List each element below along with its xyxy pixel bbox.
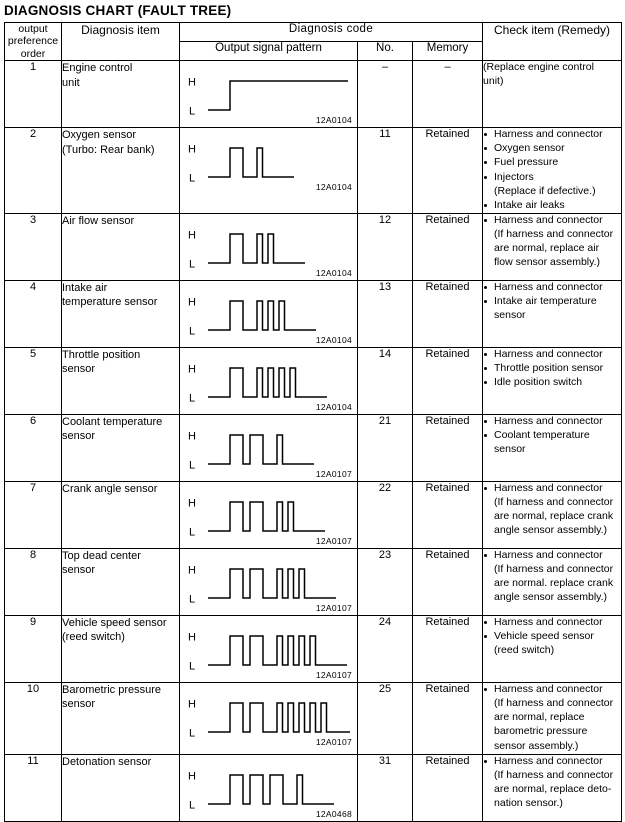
cell-diagnosis-code-no: 13 bbox=[358, 280, 413, 347]
cell-diagnosis-item bbox=[62, 414, 180, 481]
cell-memory: Retained bbox=[413, 347, 483, 414]
remedy-list-item: Throttle position sensor bbox=[483, 362, 621, 376]
table-row bbox=[5, 414, 622, 481]
remedy-continuation-line: flow sensor assembly.) bbox=[494, 256, 601, 269]
cell-output-signal-pattern bbox=[180, 682, 358, 754]
cell-check-item-remedy bbox=[483, 754, 622, 821]
cell-output-preference-order: 8 bbox=[5, 548, 62, 615]
signal-waveform bbox=[180, 61, 357, 127]
cell-check-item-remedy bbox=[483, 682, 622, 754]
remedy-list-item: Harness and connector bbox=[483, 128, 621, 142]
svg-text:H: H bbox=[188, 497, 196, 510]
svg-text:L: L bbox=[188, 593, 196, 606]
cell-memory: Retained bbox=[413, 481, 483, 548]
cell-output-signal-pattern bbox=[180, 128, 358, 214]
svg-text:H: H bbox=[188, 631, 196, 644]
header-diagnosis-code: Diagnosis code bbox=[180, 23, 483, 42]
cell-output-signal-pattern bbox=[180, 615, 358, 682]
cell-memory: Retained bbox=[413, 280, 483, 347]
remedy-list-item: Injectors bbox=[483, 171, 621, 185]
diagnosis-item-line: Crank angle sensor bbox=[62, 482, 158, 495]
diagnosis-item-line: Air flow sensor bbox=[62, 214, 135, 227]
cell-output-preference-order: 11 bbox=[5, 754, 62, 821]
cell-memory: Retained bbox=[413, 414, 483, 481]
remedy-line: unit) bbox=[483, 74, 504, 87]
diagnosis-item-line: Intake air bbox=[62, 281, 108, 294]
cell-diagnosis-code-no: 14 bbox=[358, 347, 413, 414]
svg-text:L: L bbox=[188, 799, 196, 812]
table-row bbox=[5, 61, 622, 128]
cell-diagnosis-code-no: 21 bbox=[358, 414, 413, 481]
svg-text:H: H bbox=[188, 143, 196, 156]
svg-text:L: L bbox=[188, 526, 196, 539]
signal-waveform bbox=[180, 128, 357, 194]
figure-id-label: 12A0107 bbox=[315, 535, 352, 546]
diagnosis-item-line: temperature sensor bbox=[62, 296, 158, 309]
diagnosis-item-line: unit bbox=[62, 76, 80, 89]
cell-check-item-remedy bbox=[483, 280, 622, 347]
cell-diagnosis-item bbox=[62, 481, 180, 548]
header-diagnosis-item: Diagnosis item bbox=[62, 23, 180, 61]
diagnosis-item-line: Barometric pressure bbox=[62, 683, 162, 696]
remedy-continuation-line: (Replace if defective.) bbox=[494, 184, 596, 197]
diagnosis-item-line: Vehicle speed sensor bbox=[62, 616, 167, 629]
figure-id-label: 12A0107 bbox=[315, 736, 352, 747]
cell-diagnosis-code-no: 12 bbox=[358, 213, 413, 280]
cell-check-item-remedy bbox=[483, 213, 622, 280]
diagnosis-item-line: Oxygen sensor bbox=[62, 129, 136, 142]
svg-text:L: L bbox=[188, 105, 196, 118]
table-row bbox=[5, 615, 622, 682]
figure-id-label: 12A0104 bbox=[315, 182, 352, 193]
cell-check-item-remedy bbox=[483, 128, 622, 214]
diagnosis-item-line: sensor bbox=[62, 363, 96, 376]
diagnosis-item-line: Coolant temperature bbox=[62, 415, 163, 428]
remedy-list-item: Harness and connector bbox=[483, 683, 621, 697]
remedy-continuation-line: angle sensor assembly.) bbox=[494, 591, 608, 604]
cell-diagnosis-item bbox=[62, 548, 180, 615]
page-title: DIAGNOSIS CHART (FAULT TREE) bbox=[4, 3, 232, 18]
remedy-continuation-line: (If harness and connector bbox=[494, 496, 614, 509]
figure-id-label: 12A0107 bbox=[315, 602, 352, 613]
remedy-continuation-line: (If harness and connector bbox=[494, 563, 614, 576]
svg-text:H: H bbox=[188, 76, 196, 89]
cell-output-preference-order: 4 bbox=[5, 280, 62, 347]
remedy-continuation-line: are normal, replace bbox=[494, 711, 585, 724]
header-output-preference-order bbox=[5, 23, 62, 61]
remedy-continuation-line: nation sensor.) bbox=[494, 797, 563, 810]
svg-text:L: L bbox=[188, 172, 196, 185]
cell-output-preference-order: 9 bbox=[5, 615, 62, 682]
cell-output-signal-pattern bbox=[180, 213, 358, 280]
cell-output-preference-order: 2 bbox=[5, 128, 62, 214]
cell-diagnosis-item bbox=[62, 615, 180, 682]
remedy-list-item: Harness and connector bbox=[483, 549, 621, 563]
table-row bbox=[5, 754, 622, 821]
remedy-continuation-line: are normal, replace deto- bbox=[494, 782, 612, 795]
cell-output-signal-pattern bbox=[180, 414, 358, 481]
svg-text:H: H bbox=[188, 698, 196, 711]
signal-waveform bbox=[180, 683, 357, 749]
remedy-line: (Replace engine control bbox=[483, 61, 594, 74]
remedy-list bbox=[483, 549, 621, 605]
cell-output-signal-pattern bbox=[180, 754, 358, 821]
header-output-signal-pattern: Output signal pattern bbox=[180, 42, 358, 61]
cell-output-preference-order: 6 bbox=[5, 414, 62, 481]
remedy-list bbox=[483, 214, 621, 270]
signal-waveform bbox=[180, 755, 357, 821]
remedy-continuation-line: are normal. replace crank bbox=[494, 577, 614, 590]
remedy-continuation-line: angle sensor assembly.) bbox=[494, 524, 608, 537]
svg-text:L: L bbox=[188, 392, 196, 405]
remedy-list-item: Intake air temperature bbox=[483, 295, 621, 309]
header-memory: Memory bbox=[413, 42, 483, 61]
svg-text:H: H bbox=[188, 296, 196, 309]
diagnosis-item-line: (Turbo: Rear bank) bbox=[62, 143, 155, 156]
remedy-continuation-line: barometric pressure bbox=[494, 725, 588, 738]
diagnosis-item-line: Detonation sensor bbox=[62, 755, 152, 768]
remedy-continuation-line: (If harness and connector bbox=[494, 768, 614, 781]
cell-output-signal-pattern bbox=[180, 61, 358, 128]
cell-memory: Retained bbox=[413, 615, 483, 682]
signal-waveform bbox=[180, 348, 357, 414]
remedy-continuation-line: (If harness and connector bbox=[494, 697, 614, 710]
cell-diagnosis-item bbox=[62, 128, 180, 214]
header-order-line2: preference bbox=[7, 35, 59, 48]
cell-diagnosis-item bbox=[62, 754, 180, 821]
figure-id-label: 12A0104 bbox=[315, 115, 352, 126]
cell-output-preference-order: 5 bbox=[5, 347, 62, 414]
svg-text:H: H bbox=[188, 564, 196, 577]
cell-check-item-remedy bbox=[483, 414, 622, 481]
remedy-list-item: Coolant temperature bbox=[483, 429, 621, 443]
remedy-list bbox=[483, 482, 621, 538]
cell-output-signal-pattern bbox=[180, 548, 358, 615]
remedy-list bbox=[483, 616, 621, 658]
cell-diagnosis-code-no: – bbox=[358, 61, 413, 128]
remedy-continuation-line: are normal, replace air bbox=[494, 242, 600, 255]
table-row bbox=[5, 347, 622, 414]
signal-waveform bbox=[180, 616, 357, 682]
svg-text:L: L bbox=[188, 660, 196, 673]
remedy-list-item: Harness and connector bbox=[483, 281, 621, 295]
figure-id-label: 12A0104 bbox=[315, 267, 352, 278]
remedy-list-item: Idle position switch bbox=[483, 376, 621, 390]
remedy-continuation-line: (reed switch) bbox=[494, 644, 555, 657]
table-row bbox=[5, 481, 622, 548]
remedy-list bbox=[483, 348, 621, 390]
cell-diagnosis-code-no: 23 bbox=[358, 548, 413, 615]
table-row bbox=[5, 213, 622, 280]
remedy-list-item: Harness and connector bbox=[483, 415, 621, 429]
cell-check-item-remedy bbox=[483, 615, 622, 682]
remedy-list-item: Harness and connector bbox=[483, 214, 621, 228]
signal-waveform bbox=[180, 281, 357, 347]
cell-output-signal-pattern bbox=[180, 481, 358, 548]
header-no: No. bbox=[358, 42, 413, 61]
remedy-list-item: Harness and connector bbox=[483, 348, 621, 362]
cell-memory: Retained bbox=[413, 682, 483, 754]
remedy-list-item: Fuel pressure bbox=[483, 156, 621, 170]
diagnosis-item-line: sensor bbox=[62, 430, 96, 443]
figure-id-label: 12A0107 bbox=[315, 468, 352, 479]
svg-text:H: H bbox=[188, 430, 196, 443]
diagnosis-item-line: Throttle position bbox=[62, 348, 141, 361]
cell-output-preference-order: 1 bbox=[5, 61, 62, 128]
remedy-list-item: Harness and connector bbox=[483, 616, 621, 630]
svg-text:L: L bbox=[188, 727, 196, 740]
svg-text:L: L bbox=[188, 459, 196, 472]
svg-text:H: H bbox=[188, 770, 196, 783]
cell-diagnosis-item bbox=[62, 347, 180, 414]
cell-diagnosis-code-no: 11 bbox=[358, 128, 413, 214]
cell-memory: Retained bbox=[413, 128, 483, 214]
svg-text:L: L bbox=[188, 258, 196, 271]
cell-memory: Retained bbox=[413, 754, 483, 821]
cell-diagnosis-code-no: 22 bbox=[358, 481, 413, 548]
table-row bbox=[5, 128, 622, 214]
cell-check-item-remedy bbox=[483, 347, 622, 414]
cell-check-item-remedy bbox=[483, 61, 622, 128]
remedy-list bbox=[483, 128, 621, 212]
signal-waveform bbox=[180, 214, 357, 280]
cell-diagnosis-item bbox=[62, 280, 180, 347]
remedy-list-item: Harness and connector bbox=[483, 755, 621, 769]
remedy-continuation-line: sensor assembly.) bbox=[494, 739, 579, 752]
header-check-item: Check item (Remedy) bbox=[483, 23, 622, 61]
cell-diagnosis-code-no: 31 bbox=[358, 754, 413, 821]
cell-memory: Retained bbox=[413, 548, 483, 615]
svg-text:H: H bbox=[188, 229, 196, 242]
cell-output-preference-order: 10 bbox=[5, 682, 62, 754]
signal-waveform bbox=[180, 415, 357, 481]
cell-diagnosis-item bbox=[62, 61, 180, 128]
header-order-line1: output bbox=[18, 23, 48, 35]
remedy-list-item: Vehicle speed sensor bbox=[483, 630, 621, 644]
cell-check-item-remedy bbox=[483, 481, 622, 548]
remedy-list bbox=[483, 683, 621, 753]
remedy-continuation-line: are normal, replace crank bbox=[494, 510, 614, 523]
signal-waveform bbox=[180, 549, 357, 615]
remedy-list bbox=[483, 755, 621, 811]
cell-check-item-remedy bbox=[483, 548, 622, 615]
signal-waveform bbox=[180, 482, 357, 548]
diagnosis-chart-table bbox=[4, 22, 622, 822]
svg-text:H: H bbox=[188, 363, 196, 376]
cell-diagnosis-code-no: 25 bbox=[358, 682, 413, 754]
table-row bbox=[5, 280, 622, 347]
remedy-list-item: Harness and connector bbox=[483, 482, 621, 496]
cell-diagnosis-code-no: 24 bbox=[358, 615, 413, 682]
remedy-list-item: Intake air leaks bbox=[483, 199, 621, 213]
table-row bbox=[5, 682, 622, 754]
diagnosis-item-line: Top dead center bbox=[62, 549, 141, 562]
remedy-list bbox=[483, 281, 621, 323]
cell-memory: – bbox=[413, 61, 483, 128]
cell-output-signal-pattern bbox=[180, 347, 358, 414]
diagnosis-item-line: sensor bbox=[62, 698, 96, 711]
remedy-continuation-line: sensor bbox=[494, 309, 526, 322]
cell-output-signal-pattern bbox=[180, 280, 358, 347]
remedy-continuation-line: (If harness and connector bbox=[494, 228, 614, 241]
diagnosis-item-line: sensor bbox=[62, 564, 96, 577]
header-order-line3: order bbox=[20, 47, 46, 60]
cell-output-preference-order: 7 bbox=[5, 481, 62, 548]
table-header bbox=[5, 23, 622, 61]
diagnosis-item-line: Engine control bbox=[62, 62, 133, 75]
cell-memory: Retained bbox=[413, 213, 483, 280]
table-row bbox=[5, 548, 622, 615]
figure-id-label: 12A0104 bbox=[315, 401, 352, 412]
cell-diagnosis-item bbox=[62, 213, 180, 280]
diagnosis-item-line: (reed switch) bbox=[62, 631, 125, 644]
cell-diagnosis-item bbox=[62, 682, 180, 754]
remedy-list-item: Oxygen sensor bbox=[483, 142, 621, 156]
table-body bbox=[5, 61, 622, 822]
svg-text:L: L bbox=[188, 325, 196, 338]
remedy-list bbox=[483, 415, 621, 457]
figure-id-label: 12A0107 bbox=[315, 669, 352, 680]
remedy-continuation-line: sensor bbox=[494, 443, 526, 456]
figure-id-label: 12A0468 bbox=[315, 808, 352, 819]
figure-id-label: 12A0104 bbox=[315, 334, 352, 345]
cell-output-preference-order: 3 bbox=[5, 213, 62, 280]
